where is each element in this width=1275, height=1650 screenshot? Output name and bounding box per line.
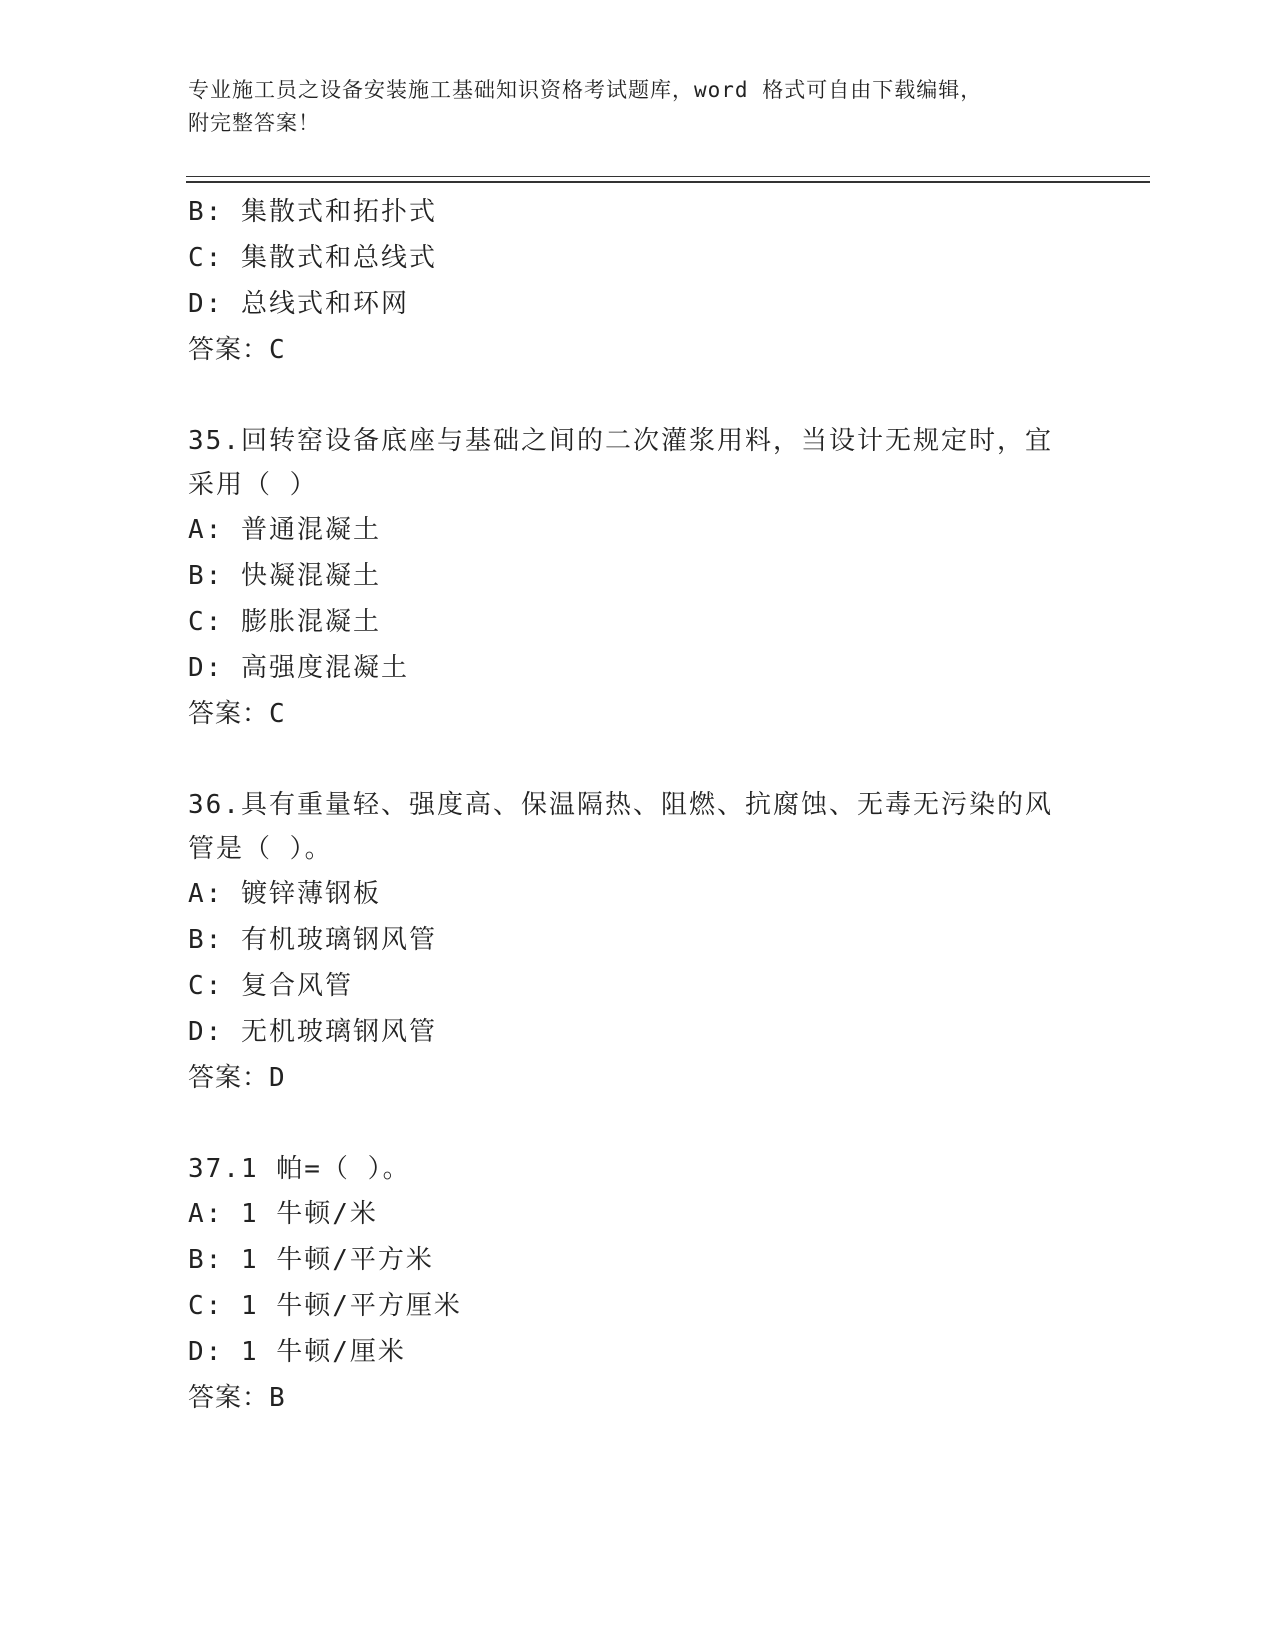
option-c: C: 复合风管 <box>188 971 353 1001</box>
answer-label: 答案： <box>188 1063 270 1093</box>
header-line-2: 附完整答案！ <box>188 111 320 135</box>
option-c: C: 集散式和总线式 <box>188 243 437 273</box>
option-d: D: 1 牛顿/厘米 <box>188 1337 406 1367</box>
option-d: D: 总线式和环网 <box>188 289 409 319</box>
document-header <box>188 74 1088 140</box>
option-d: D: 无机玻璃钢风管 <box>188 1017 437 1047</box>
spacer <box>188 1101 1088 1147</box>
option-d: D: 高强度混凝土 <box>188 653 409 683</box>
question-block <box>188 419 1088 737</box>
header-line-1: 专业施工员之设备安装施工基础知识资格考试题库，word 格式可自由下载编辑， <box>188 78 983 102</box>
spacer <box>188 737 1088 783</box>
header-divider-thick <box>186 181 1150 183</box>
option-a: A: 1 牛顿/米 <box>188 1199 378 1229</box>
option-c: C: 1 牛顿/平方厘米 <box>188 1291 462 1321</box>
question-list <box>188 189 1088 1421</box>
answer-label: 答案： <box>188 699 270 729</box>
option-c: C: 膨胀混凝土 <box>188 607 381 637</box>
option-b: B: 集散式和拓扑式 <box>188 197 437 227</box>
option-a: A: 普通混凝土 <box>188 515 381 545</box>
option-b: B: 有机玻璃钢风管 <box>188 925 437 955</box>
option-b: B: 1 牛顿/平方米 <box>188 1245 434 1275</box>
answer-value: C <box>269 699 285 729</box>
answer-value: C <box>269 335 285 365</box>
header-divider-thin <box>186 176 1150 177</box>
answer-line <box>188 327 1088 373</box>
answer-value: D <box>269 1063 285 1093</box>
answer-label: 答案： <box>188 335 270 365</box>
spacer <box>188 373 1088 419</box>
question-text-line: 采用（ ） <box>188 470 318 500</box>
question-text-line: 36.具有重量轻、强度高、保温隔热、阻燃、抗腐蚀、无毒无污染的风 <box>188 790 1053 820</box>
answer-line <box>188 1375 1088 1421</box>
answer-label: 答案： <box>188 1383 270 1413</box>
answer-value: B <box>269 1383 285 1413</box>
question-block <box>188 1147 1088 1421</box>
question-text-line: 管是（ ）。 <box>188 834 333 864</box>
question-block <box>188 189 1088 373</box>
option-a: A: 镀锌薄钢板 <box>188 879 381 909</box>
option-b: B: 快凝混凝土 <box>188 561 381 591</box>
answer-line <box>188 691 1088 737</box>
question-text-line: 37.1 帕=（ ）。 <box>188 1154 411 1184</box>
question-block <box>188 783 1088 1101</box>
question-text-line: 35.回转窑设备底座与基础之间的二次灌浆用料，当设计无规定时，宜 <box>188 426 1053 456</box>
answer-line <box>188 1055 1088 1101</box>
